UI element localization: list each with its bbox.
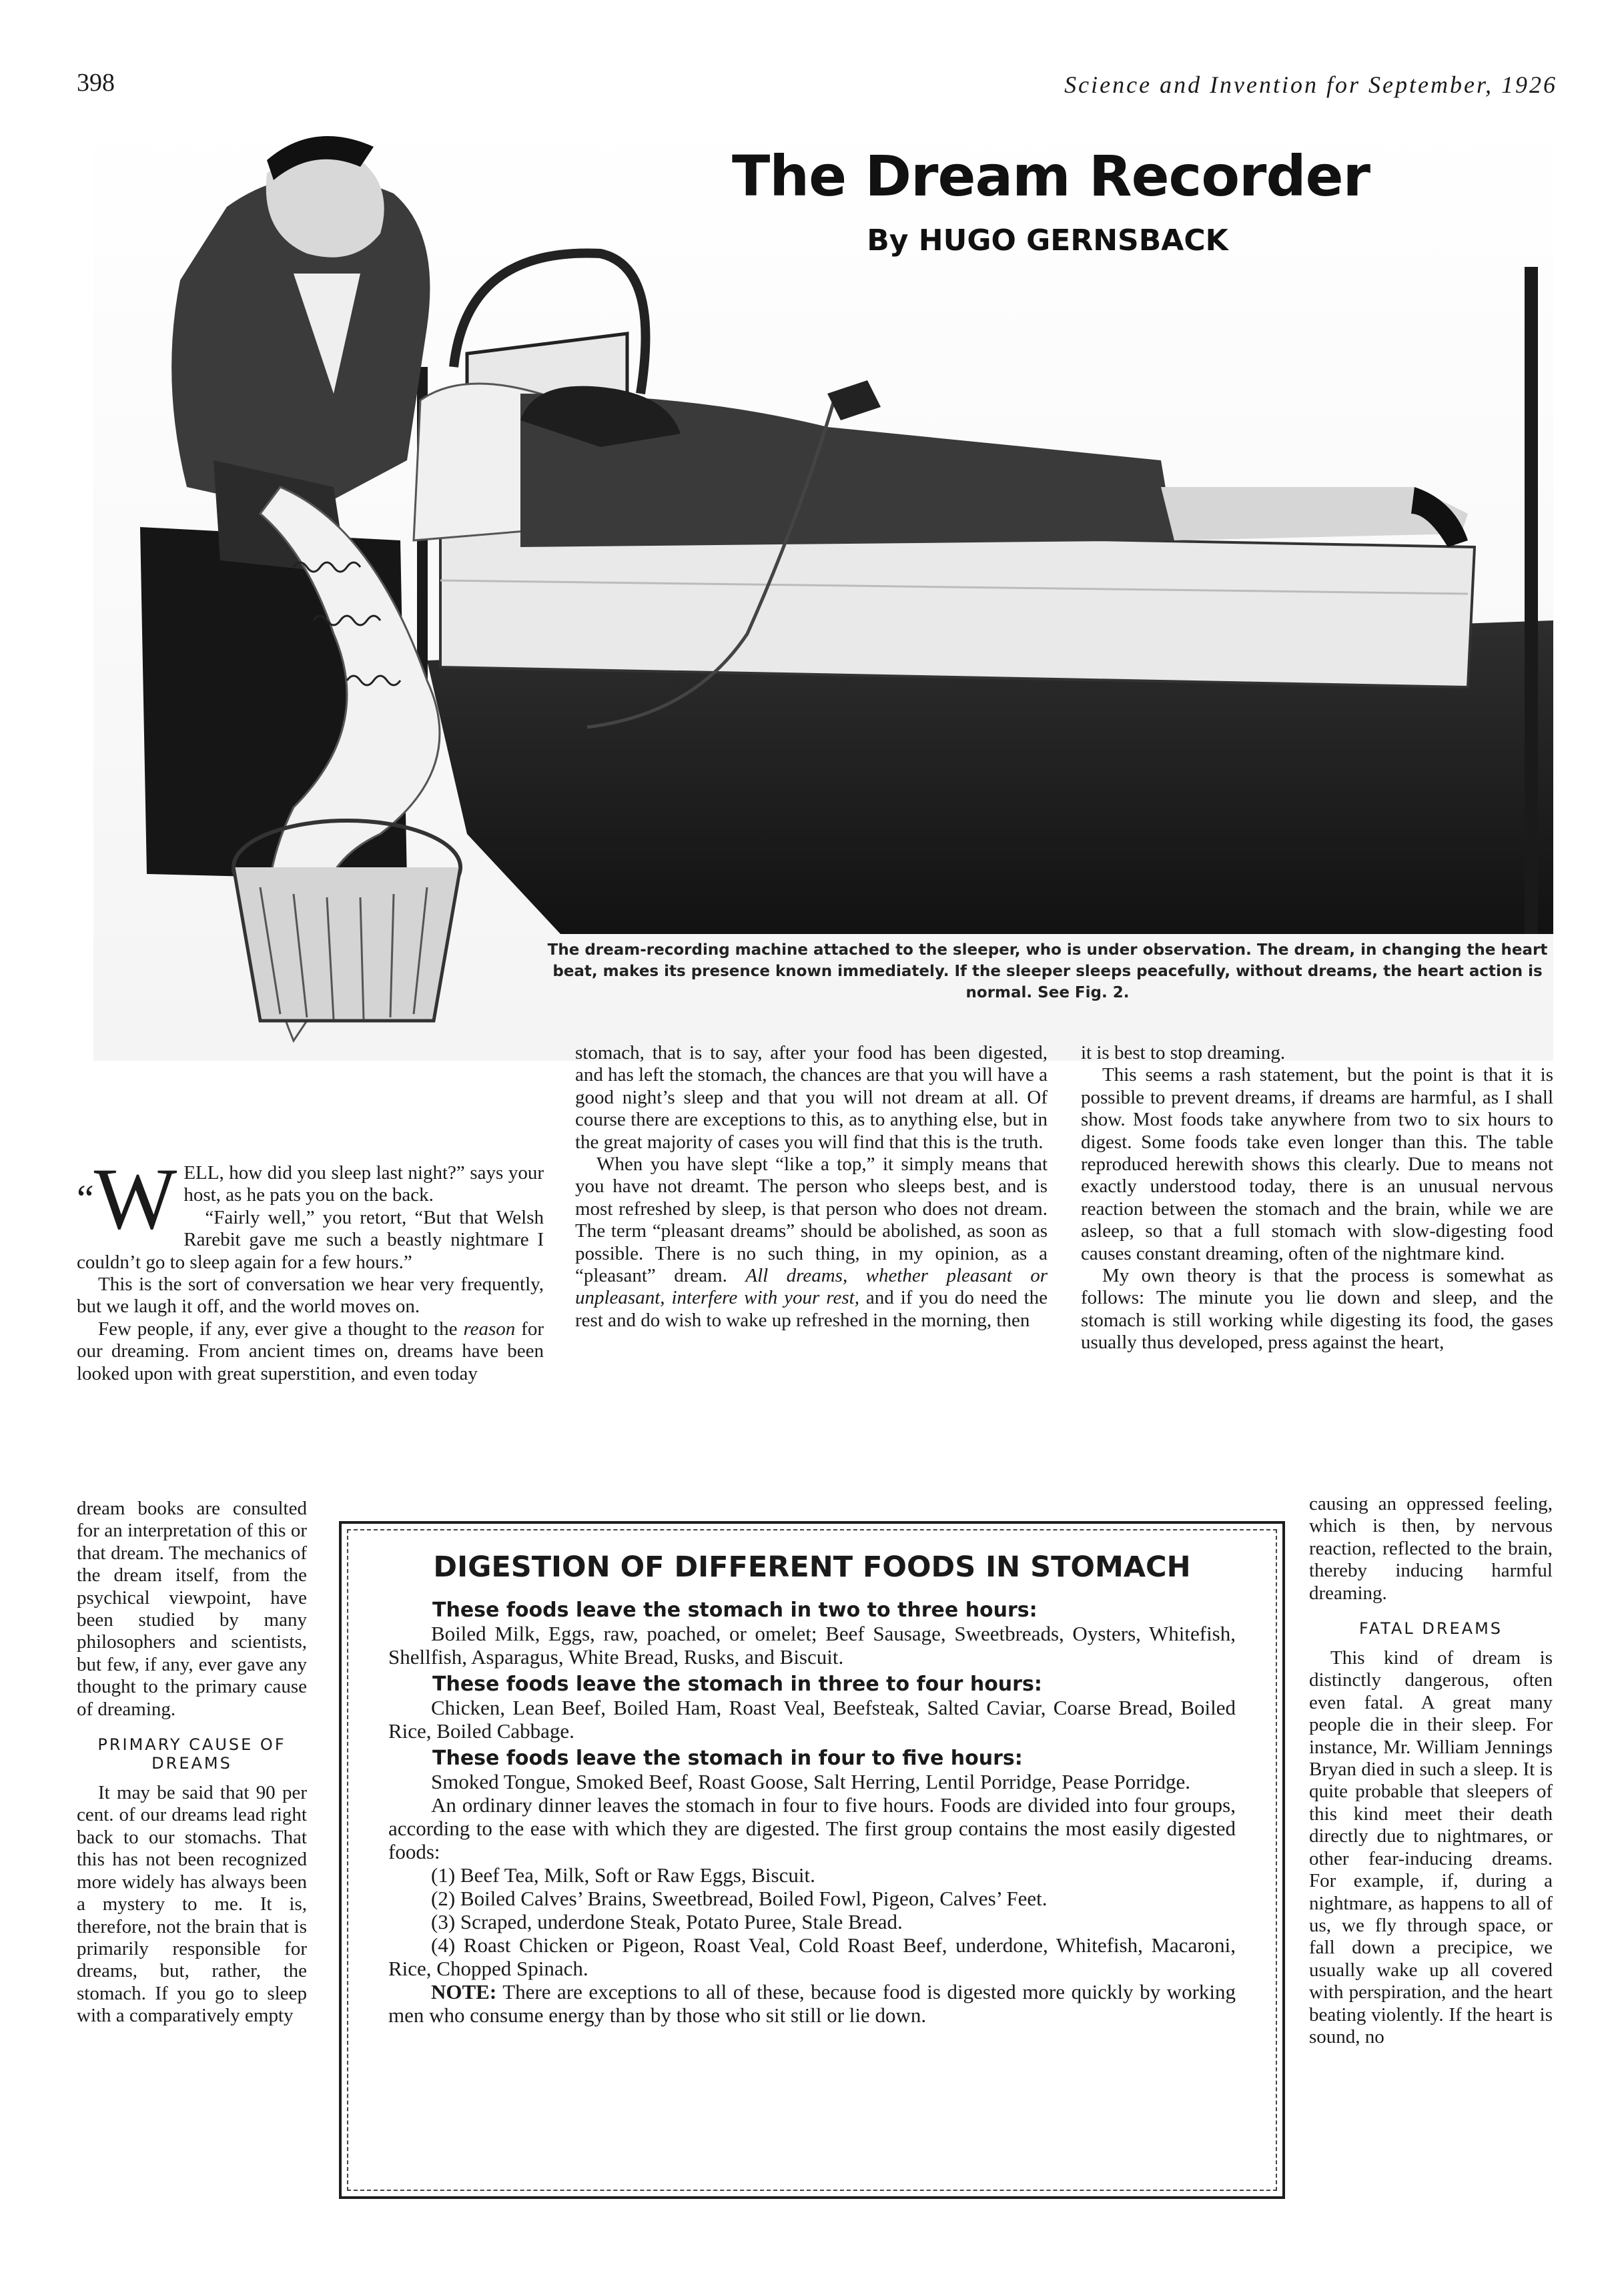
paragraph: It may be said that 90 per cent. of our dreams lead right back to our stomachs. That this has not been recognized more widely has always been a mystery to me. It is, therefore, not the brain that is primarily responsible for dreams, but, rather, the stomach. If you go to sleep with a comparatively empty [77,1782,307,2027]
box-note: NOTE: There are exceptions to all of these, because food is digested more quickly by working men who consume energy than by those who sit still or lie down. [388,1980,1236,2027]
paragraph: This is the sort of conversation we hear very frequently, but we laugh it off, and the world moves on. [77,1274,544,1318]
opening-paragraph: “W ELL, how did you sleep last night?” says your host, as he pats you on the back. [77,1150,544,1248]
group-heading: These foods leave the stomach in two to three hours: [432,1599,1038,1622]
running-header: Science and Invention for September, 1926 [1064,71,1557,98]
paragraph: This kind of dream is distinctly dangerous, often even fatal. A great many people die in their sleep. For instance, Mr. William Jennings Bryan died in such a sleep. It is quite probable that sleepers of this kind meet their death directly due to nightmares, or other fear-inducing dreams. For example, if, during a nightmare, as happens to all of us, we fly through space, or fall down a precipice, we usually wake up all covered with perspiration, and the heart beating violently. If the heart is sound, no [1309,1647,1553,2047]
group-heading: These foods leave the stomach in three to four hours: [432,1673,1042,1696]
group-foods: Boiled Milk, Eggs, raw, poached, or omelet; Beef Sausage, Sweetbreads, Oysters, Whitefish, Shellfish, Asparagus, White Bread, Rusks, and Biscuit. [388,1622,1236,1669]
paragraph: This seems a rash statement, but the point is that it is possible to prevent dreams, if dreams are harmful, as I shall show. Most foods take anywhere from two to six hours to digest. Some foods take even longer than this. The table reproduced herewith shows this clearly. Due to means not exactly understood today, there is an unusual nervous reaction between the stomach and the brain, while we are asleep, so that a full stomach with slow-digesting food causes constant dreaming, often of the nightmare kind. [1081,1064,1553,1264]
article-title: The Dream Recorder [732,143,1370,209]
column-3 [1081,1042,1553,1354]
list-item: (1) Beef Tea, Milk, Soft or Raw Eggs, Biscuit. [431,1863,815,1887]
paragraph: Few people, if any, ever give a thought to the reason for our dreaming. From ancient times on, dreams have been looked upon with great superstition, and even today [77,1318,544,1384]
paragraph: My own theory is that the process is somewhat as follows: The minute you lie down and sleep, and the stomach is still working while digesting its food, the gases usually thus developed, press against the heart, [1081,1265,1553,1354]
paragraph: When you have slept “like a top,” it simply means that you have not dreamt. The person who sleeps best, and is most refreshed by sleep, is that person who does not dream. The term “pleasant dreams” should be abolished, as soon as possible. There is no such thing, in my opinion, as a “pleasant” dream. All dreams, whether pleasant or unpleasant, interfere with your rest, and if you do need the rest and do wish to wake up refreshed in the morning, then [575,1154,1048,1331]
section-subhead: PRIMARY CAUSE OF DREAMS [97,1735,286,1773]
drop-cap: “W [77,1150,177,1248]
paragraph: causing an oppressed feeling, which is then, by nervous reaction, reflected to the brain, thereby inducing harmful dreaming. [1309,1493,1553,1604]
group-foods: Chicken, Lean Beef, Boiled Ham, Roast Veal, Beefsteak, Salted Caviar, Coarse Bread, Boiled Rice, Boiled Cabbage. [388,1696,1236,1743]
paragraph: stomach, that is to say, after your food has been digested, and has left the stomach, the chances are that you will have a good night’s sleep and that you will not dream at all. Of course there are exceptions to this, as to anything else, but in the great majority of cases you will find that this is the truth. [575,1042,1048,1153]
photo-caption: The dream-recording machine attached to the sleeper, who is under observation. The dream, in changing the heart beat, makes its presence known immediately. If the sleeper sleeps peacefully, without dreams, the heart action is normal. See Fig. 2. [547,941,1548,1001]
page-number: 398 [77,69,115,97]
column-3-narrow [1309,1493,1553,2048]
list-item: (3) Scraped, underdone Steak, Potato Puree, Stale Bread. [431,1910,903,1933]
section-subhead: FATAL DREAMS [1358,1619,1503,1639]
column-2 [575,1042,1048,1332]
list-item: (2) Boiled Calves’ Brains, Sweetbread, Boiled Fowl, Pigeon, Calves’ Feet. [431,1887,1048,1910]
list-item: (4) Roast Chicken or Pigeon, Roast Veal, Cold Roast Beef, underdone, Whitefish, Macaroni, Rice, Chopped Spinach. [388,1933,1236,1980]
box-paragraph: An ordinary dinner leaves the stomach in four to five hours. Foods are divided into four groups, according to the ease with which they are digested. The first group contains the most easily digested foods: [388,1793,1236,1863]
digestion-table-box [339,1521,1285,2199]
column-1 [77,1150,544,1385]
paragraph: dream books are consulted for an interpretation of this or that dream. The mechanics of the dream itself, from the psychical viewpoint, have been studied by many philosophers and scientists, but few, if any, ever gave any thought to the primary cause of dreaming. [77,1498,307,1720]
box-title: DIGESTION OF DIFFERENT FOODS IN STOMACH [433,1550,1191,1584]
article-byline: By HUGO GERNSBACK [867,223,1228,258]
group-heading: These foods leave the stomach in four to five hours: [432,1747,1023,1770]
column-1-narrow [77,1498,307,2027]
paragraph: “Fairly well,” you retort, “But that Welsh Rarebit gave me such a beastly nightmare I couldn’t go to sleep again for a few hours.” [77,1206,544,1273]
group-foods: Smoked Tongue, Smoked Beef, Roast Goose, Salt Herring, Lentil Porridge, Pease Porridge. [431,1770,1191,1793]
paragraph: it is best to stop dreaming. [1081,1042,1286,1063]
